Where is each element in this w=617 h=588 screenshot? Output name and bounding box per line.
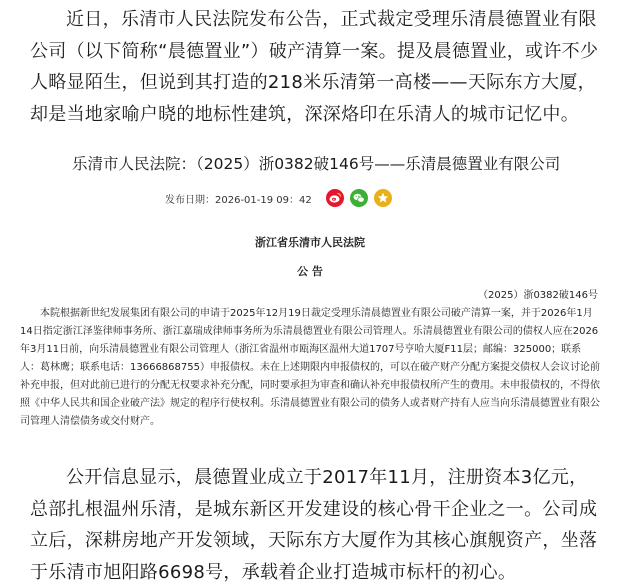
publish-time: 发布日期：2026-01-19 09：42 bbox=[165, 194, 312, 206]
notice-case-number: （2025）浙0382破146号 bbox=[478, 290, 598, 301]
lead-paragraph: 近日，乐清市人民法院发布公告，正式裁定受理乐清晨德置业有限公司（以下简称“晨德置业”）破产清算一案。提及晨德置业，或许不少人略显陌生，但说到其打造的218米乐清第一高楼——天际东方大厦，却是当地家喻户晓的地标性建筑，深深烙印在乐清人的城市记忆中。 bbox=[30, 9, 599, 125]
notice-court-name: 浙江省乐清市人民法院 bbox=[255, 236, 365, 249]
article-meta bbox=[165, 187, 398, 209]
favorite-icon[interactable] bbox=[374, 189, 392, 207]
notice-title: 公 告 bbox=[297, 265, 323, 278]
notice-body: 本院根据新世纪发展集团有限公司的申请于2025年12月19日裁定受理乐清晨德置业有限公司破产清算一案，并于2026年1月14日指定浙江泽鉴律师事务所、浙江嘉瑞成律师事务所为乐清晨德置业有限公司管理人。乐清晨德置业有限公司的债权人应在2026年3月11日前，向乐清晨德置业有限公司管理人（浙江省温州市瓯海区温州大道1707号亨哈大厦F11层；邮编：325000；联系人：葛林鹰；联系电话：13666868755）申报债权。未在上述期限内申报债权的，可以在破产财产分配方案提交债权人会议讨论前补充申报，但对此前已进行的分配无权要求补充分配，同时要承担为审查和确认补充申报债权所产生的费用。未申报债权的，不得依照《中华人民共和国企业破产法》规定的程序行使权利。乐清晨德置业有限公司的债务人或者财产持有人应当向乐清晨德置业有限公司管理人清偿债务或交付财产。 bbox=[20, 308, 600, 427]
wechat-icon[interactable] bbox=[350, 189, 368, 207]
case-title: 乐清市人民法院：（2025）浙0382破146号——乐清晨德置业有限公司 bbox=[72, 155, 561, 173]
court-notice bbox=[20, 236, 600, 431]
closing-paragraph: 公开信息显示，晨德置业成立于2017年11月，注册资本3亿元，总部扎根温州乐清，是城东新区开发建设的核心骨干企业之一。公司成立后，深耕房地产开发领域，天际东方大厦作为其核心旗舰资产，坐落于乐清市旭阳路6698号，承载着企业打造城市标杆的初心。 bbox=[30, 467, 598, 583]
weibo-icon[interactable] bbox=[326, 189, 344, 207]
